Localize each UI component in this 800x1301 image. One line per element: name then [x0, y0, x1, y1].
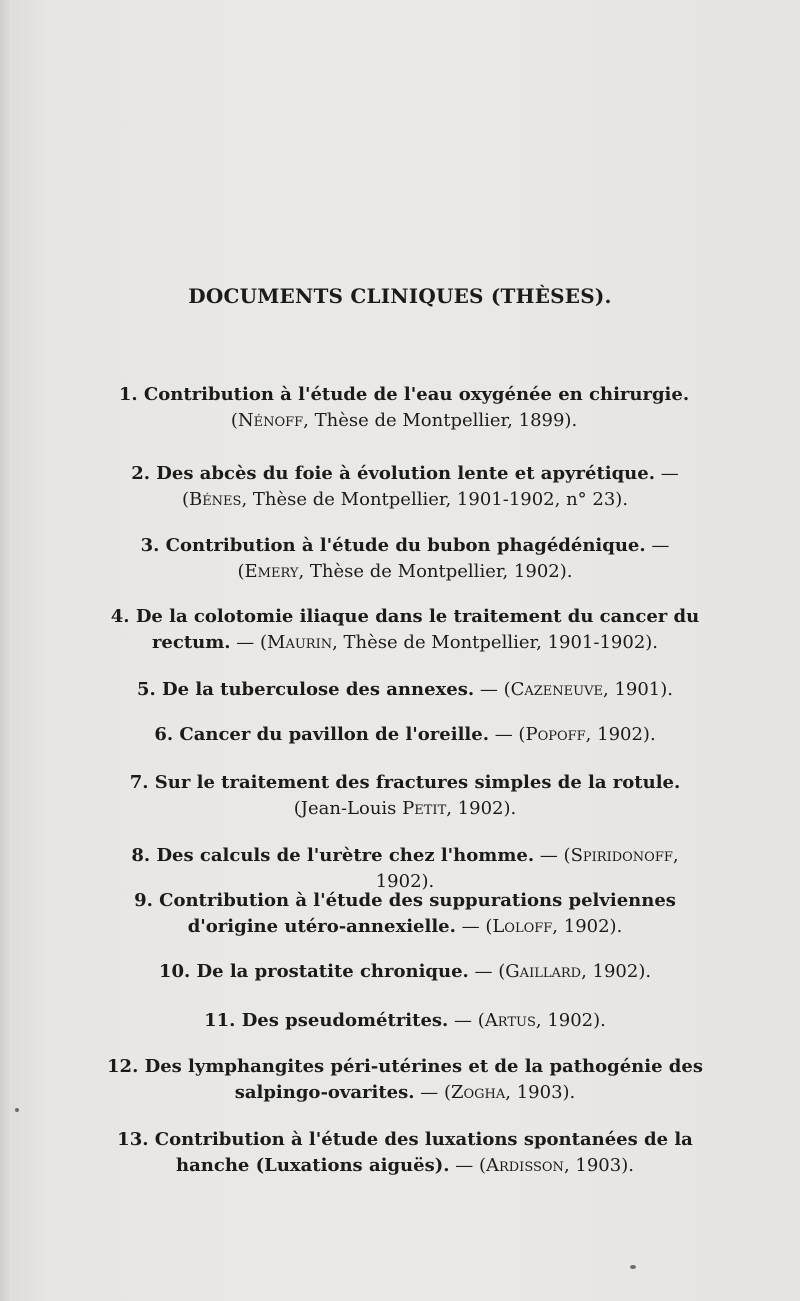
thesis-entry-7	[104, 770, 706, 822]
ink-speck	[15, 1108, 19, 1112]
entry-author: Emery	[244, 561, 299, 582]
entry-title: 5. De la tuberculose des annexes.	[137, 679, 475, 700]
entry-author: Popoff	[525, 724, 586, 745]
entry-author: Loloff	[492, 916, 553, 937]
entry-title: 9. Contribution à l'étude des suppurations pelviennes d'origine utéro-annexielle.	[134, 890, 676, 937]
entry-rest: , 1902).	[585, 724, 656, 745]
entry-open: — (	[414, 1082, 451, 1103]
entry-title: 6. Cancer du pavillon de l'oreille.	[154, 724, 489, 745]
entry-rest: , 1903).	[563, 1155, 634, 1176]
thesis-entry-12	[104, 1054, 706, 1106]
thesis-entry-1	[108, 382, 700, 434]
entry-title: 3. Contribution à l'étude du bubon phagédénique.	[140, 535, 646, 556]
entry-rest: , 1902).	[535, 1010, 606, 1031]
entry-rest: , Thèse de Montpellier, 1899).	[303, 410, 578, 431]
entry-author: Spiridonoff	[570, 845, 673, 866]
entry-author: Nénoff	[237, 410, 304, 431]
entry-title: 7. Sur le traitement des fractures simples de la rotule.	[129, 772, 681, 793]
ink-speck	[630, 1265, 636, 1269]
entry-open: — (	[474, 679, 511, 700]
entry-author: Maurin	[267, 632, 333, 653]
entry-title: 12. Des lymphangites péri-utérines et de la pathogénie des salpingo-ovarites.	[107, 1056, 703, 1103]
entry-rest: , 1902).	[375, 845, 679, 892]
entry-title: 13. Contribution à l'étude des luxations spontanées de la hanche (Luxations aiguës).	[117, 1129, 693, 1176]
section-title: DOCUMENTS CLINIQUES (THÈSES).	[188, 284, 612, 308]
entry-author: Gaillard	[505, 961, 582, 982]
entry-rest: , 1902).	[552, 916, 623, 937]
entry-author: Cazeneuve	[510, 679, 603, 700]
thesis-entry-3	[120, 533, 690, 585]
entry-author: Ardisson	[485, 1155, 564, 1176]
page-edge-shadow	[0, 0, 12, 1301]
entry-title: 10. De la prostatite chronique.	[158, 961, 469, 982]
entry-title: 1. Contribution à l'étude de l'eau oxygénée en chirurgie.	[118, 384, 690, 405]
entry-open: — (	[448, 1010, 485, 1031]
entry-rest: , 1901).	[603, 679, 673, 700]
thesis-entry-10	[104, 959, 706, 985]
entry-open: (	[230, 410, 238, 431]
thesis-entry-4	[104, 604, 706, 656]
entry-title: 2. Des abcès du foie à évolution lente et apyrétique.	[131, 463, 655, 484]
entry-open: — (	[468, 961, 506, 982]
entry-rest: , Thèse de Montpellier, 1901-1902, n° 23).	[241, 489, 629, 510]
entry-title: 11. Des pseudométrites.	[204, 1010, 449, 1031]
entry-author: Bénes	[188, 489, 242, 510]
thesis-entry-6	[104, 722, 706, 748]
entry-rest: , 1903).	[505, 1082, 576, 1103]
thesis-entry-11	[104, 1008, 706, 1034]
entry-open: (Jean-Louis	[293, 798, 403, 819]
entry-open: — (	[181, 463, 679, 510]
entry-open: — (	[455, 916, 493, 937]
entry-open: — (	[534, 845, 571, 866]
entry-title: 4. De la colotomie iliaque dans le traitement du cancer du rectum.	[110, 606, 700, 653]
thesis-entry-13	[104, 1127, 706, 1179]
entry-author: Artus	[484, 1010, 536, 1031]
thesis-entry-5	[104, 677, 706, 703]
entry-author: Petit	[402, 798, 447, 819]
entry-open: — (	[449, 1155, 486, 1176]
entry-rest: , Thèse de Montpellier, 1901-1902).	[332, 632, 659, 653]
thesis-entry-9	[104, 888, 706, 940]
entry-rest: , 1902).	[446, 798, 517, 819]
thesis-entry-2	[104, 461, 706, 513]
entry-author: Zogha	[451, 1082, 506, 1103]
entry-open: — (	[237, 535, 670, 582]
entry-open: — (	[488, 724, 526, 745]
entry-rest: , 1902).	[581, 961, 652, 982]
entry-title: 8. Des calculs de l'urètre chez l'homme.	[131, 845, 535, 866]
entry-rest: , Thèse de Montpellier, 1902).	[298, 561, 573, 582]
entry-open: — (	[230, 632, 268, 653]
